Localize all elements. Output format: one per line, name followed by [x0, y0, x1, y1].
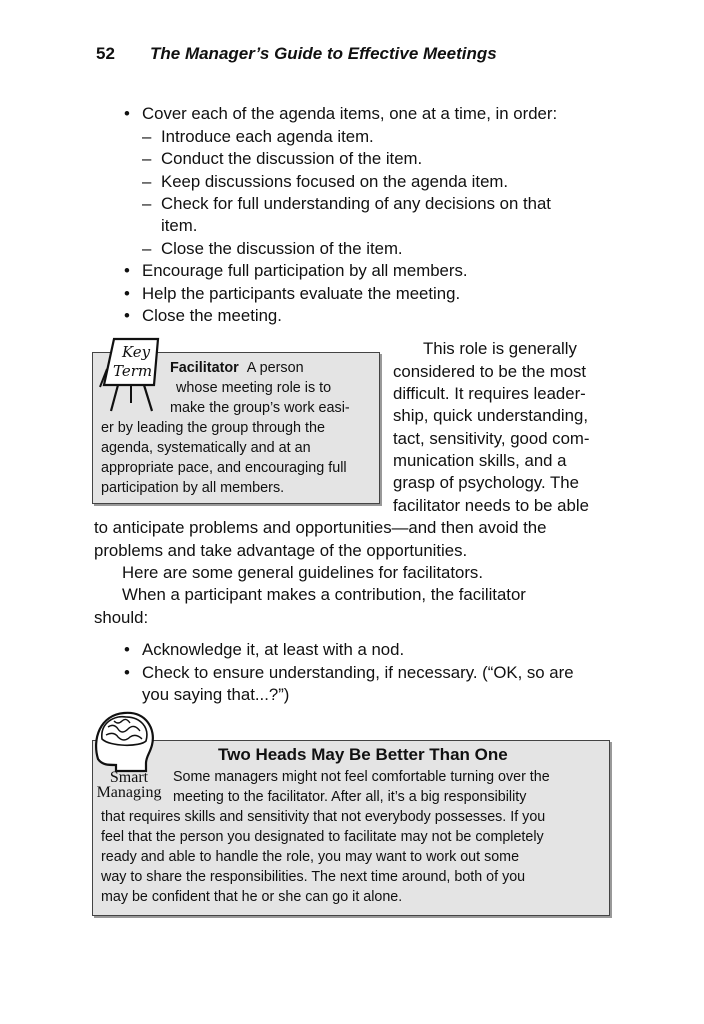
smart-managing-text: Some managers might not feel comfortable turning over the meeting to the facilitator. After all, it’s a big responsibility that requires skills and sensitivity that not everybody possesses. If you feel that the person you designated to facilitate may not be completely ready and able to handle the role, you may want to work out some way to share the responsibilities. The next time around, both of you may be confident that he or she can go it alone.: [101, 769, 550, 905]
sidebar-title: Two Heads May Be Better Than One: [218, 745, 508, 764]
key-term-icon-label: Term: [113, 362, 153, 380]
key-term-definition-line: make the group’s work easi-: [170, 400, 350, 416]
key-term-definition-line: whose meeting role is to: [176, 380, 332, 396]
list-item: • Encourage full participation by all members.: [142, 260, 468, 282]
key-term-definition-line: agenda, systematically and at an: [101, 440, 311, 456]
list-item: • Cover each of the agenda items, one at a time, in order:: [142, 103, 557, 125]
key-term-definition-line: participation by all members.: [101, 480, 285, 496]
list-item: • Check to ensure understanding, if necessary. (“OK, so are: [142, 662, 574, 684]
smart-managing-label: Smart Managing: [96, 769, 162, 801]
list-subitem: – Keep discussions focused on the agenda item.: [161, 171, 508, 193]
list-subitem-continuation: item.: [161, 216, 198, 235]
key-term-word: Facilitator: [170, 360, 239, 376]
page-number: 52: [96, 44, 115, 63]
list-subitem: – Check for full understanding of any decisions on that: [161, 193, 551, 215]
role-paragraph: This role is generally considered to be the most difficult. It requires leader- ship, quick understanding, tact, sensitivity, good com- munication skills, and a grasp of psychology. The facilitator needs to be able to anticipate problems and opportunities—and then avoid the problems and take advantage of the opportunities.: [94, 339, 590, 560]
list-item-continuation: you saying that...?”): [142, 685, 290, 704]
list-subitem: – Introduce each agenda item.: [161, 126, 374, 148]
list-subitem: – Close the discussion of the item.: [161, 238, 403, 260]
list-subitem: – Conduct the discussion of the item.: [161, 148, 422, 170]
key-term-icon-label: Key: [122, 343, 151, 361]
list-item: • Acknowledge it, at least with a nod.: [142, 639, 404, 661]
key-term-definition-line: appropriate pace, and encouraging full: [101, 460, 347, 476]
list-item: • Close the meeting.: [142, 305, 282, 327]
list-item: • Help the participants evaluate the meeting.: [142, 283, 460, 305]
key-term-definition-line: er by leading the group through the: [101, 420, 326, 436]
guidelines-paragraphs: Here are some general guidelines for facilitators. When a participant makes a contribution, the facilitator should:: [94, 563, 526, 627]
book-title: The Manager’s Guide to Effective Meetings: [150, 44, 497, 63]
key-term-definition-line: A person: [246, 360, 304, 376]
